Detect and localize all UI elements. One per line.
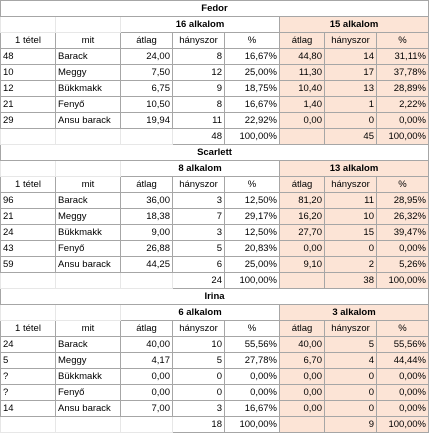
count-cell[interactable]: 14 bbox=[325, 49, 377, 65]
avg-cell[interactable]: 18,38 bbox=[121, 209, 173, 225]
table-row bbox=[1, 241, 429, 257]
empty-cell[interactable] bbox=[1, 273, 56, 289]
header-pct[interactable]: % bbox=[377, 33, 429, 49]
pct-cell[interactable]: 0,00% bbox=[377, 385, 429, 401]
pct-cell[interactable]: 27,78% bbox=[225, 353, 280, 369]
header-item[interactable]: mit bbox=[56, 33, 121, 49]
left-period-title[interactable]: 16 alkalom bbox=[121, 17, 280, 33]
item-cell[interactable]: Barack bbox=[56, 49, 121, 65]
empty-cell[interactable] bbox=[1, 305, 56, 321]
pct-cell[interactable]: 16,67% bbox=[225, 97, 280, 113]
header-id[interactable]: 1 tétel bbox=[1, 33, 56, 49]
empty-cell[interactable] bbox=[121, 129, 173, 145]
pct-cell[interactable]: 28,89% bbox=[377, 81, 429, 97]
item-cell[interactable]: Ansu barack bbox=[56, 113, 121, 129]
id-cell[interactable]: 24 bbox=[1, 225, 56, 241]
count-cell[interactable]: 10 bbox=[325, 209, 377, 225]
count-cell[interactable]: 8 bbox=[173, 49, 225, 65]
table-row bbox=[1, 401, 429, 417]
id-cell[interactable]: 10 bbox=[1, 65, 56, 81]
header-count[interactable]: hányszor bbox=[173, 33, 225, 49]
item-cell[interactable]: Meggy bbox=[56, 209, 121, 225]
item-cell[interactable]: Ansu barack bbox=[56, 401, 121, 417]
avg-cell[interactable]: 4,17 bbox=[121, 353, 173, 369]
total-pct[interactable]: 100,00% bbox=[225, 273, 280, 289]
avg-cell[interactable]: 26,88 bbox=[121, 241, 173, 257]
header-id[interactable]: 1 tétel bbox=[1, 321, 56, 337]
count-cell[interactable]: 0 bbox=[173, 369, 225, 385]
item-cell[interactable]: Meggy bbox=[56, 65, 121, 81]
avg-cell[interactable]: 0,00 bbox=[121, 385, 173, 401]
count-cell[interactable]: 3 bbox=[173, 225, 225, 241]
period-title-row bbox=[1, 161, 429, 177]
avg-cell[interactable]: 36,00 bbox=[121, 193, 173, 209]
count-cell[interactable]: 2 bbox=[325, 257, 377, 273]
empty-cell[interactable] bbox=[56, 305, 121, 321]
pct-cell[interactable]: 25,00% bbox=[225, 257, 280, 273]
avg-cell[interactable]: 10,40 bbox=[280, 81, 325, 97]
count-cell[interactable]: 1 bbox=[325, 97, 377, 113]
header-pct[interactable]: % bbox=[377, 321, 429, 337]
avg-cell[interactable]: 0,00 bbox=[280, 401, 325, 417]
id-cell[interactable]: ? bbox=[1, 369, 56, 385]
right-period-title[interactable]: 13 alkalom bbox=[280, 161, 429, 177]
empty-cell[interactable] bbox=[1, 129, 56, 145]
item-cell[interactable]: Bükkmakk bbox=[56, 225, 121, 241]
avg-cell[interactable]: 0,00 bbox=[280, 113, 325, 129]
pct-cell[interactable]: 28,95% bbox=[377, 193, 429, 209]
total-count[interactable]: 38 bbox=[325, 273, 377, 289]
pct-cell[interactable]: 37,78% bbox=[377, 65, 429, 81]
section-title-row bbox=[1, 145, 429, 161]
right-period-title[interactable]: 3 alkalom bbox=[280, 305, 429, 321]
pct-cell[interactable]: 12,50% bbox=[225, 193, 280, 209]
avg-cell[interactable]: 16,20 bbox=[280, 209, 325, 225]
total-count[interactable]: 48 bbox=[173, 129, 225, 145]
total-count[interactable]: 18 bbox=[173, 417, 225, 433]
total-pct[interactable]: 100,00% bbox=[225, 417, 280, 433]
period-title-row bbox=[1, 17, 429, 33]
id-cell[interactable]: 14 bbox=[1, 401, 56, 417]
count-cell[interactable]: 7 bbox=[173, 209, 225, 225]
header-id[interactable]: 1 tétel bbox=[1, 177, 56, 193]
avg-cell[interactable]: 11,30 bbox=[280, 65, 325, 81]
table-row bbox=[1, 225, 429, 241]
count-cell[interactable]: 0 bbox=[325, 241, 377, 257]
avg-cell[interactable]: 27,70 bbox=[280, 225, 325, 241]
header-count[interactable]: hányszor bbox=[325, 33, 377, 49]
table-row bbox=[1, 257, 429, 273]
item-cell[interactable]: Bükkmakk bbox=[56, 81, 121, 97]
item-cell[interactable]: Barack bbox=[56, 337, 121, 353]
pct-cell[interactable]: 18,75% bbox=[225, 81, 280, 97]
pct-cell[interactable]: 25,00% bbox=[225, 65, 280, 81]
pct-cell[interactable]: 31,11% bbox=[377, 49, 429, 65]
avg-cell[interactable]: 7,50 bbox=[121, 65, 173, 81]
header-pct[interactable]: % bbox=[225, 321, 280, 337]
pct-cell[interactable]: 22,92% bbox=[225, 113, 280, 129]
pct-cell[interactable]: 0,00% bbox=[377, 241, 429, 257]
empty-cell[interactable] bbox=[56, 273, 121, 289]
count-cell[interactable]: 12 bbox=[173, 65, 225, 81]
id-cell[interactable]: 48 bbox=[1, 49, 56, 65]
table-row bbox=[1, 385, 429, 401]
avg-cell[interactable]: 40,00 bbox=[280, 337, 325, 353]
id-cell[interactable]: 21 bbox=[1, 97, 56, 113]
empty-cell[interactable] bbox=[280, 273, 325, 289]
header-avg[interactable]: átlag bbox=[280, 33, 325, 49]
header-avg[interactable]: átlag bbox=[121, 321, 173, 337]
item-cell[interactable]: Fenyő bbox=[56, 241, 121, 257]
empty-cell[interactable] bbox=[1, 417, 56, 433]
pct-cell[interactable]: 44,44% bbox=[377, 353, 429, 369]
count-cell[interactable]: 3 bbox=[173, 193, 225, 209]
pct-cell[interactable]: 0,00% bbox=[225, 369, 280, 385]
pct-cell[interactable]: 39,47% bbox=[377, 225, 429, 241]
total-count[interactable]: 9 bbox=[325, 417, 377, 433]
table-row bbox=[1, 65, 429, 81]
pct-cell[interactable]: 16,67% bbox=[225, 49, 280, 65]
header-item[interactable]: mit bbox=[56, 177, 121, 193]
empty-cell[interactable] bbox=[56, 129, 121, 145]
count-cell[interactable]: 6 bbox=[173, 257, 225, 273]
pct-cell[interactable]: 16,67% bbox=[225, 401, 280, 417]
avg-cell[interactable]: 0,00 bbox=[280, 369, 325, 385]
count-cell[interactable]: 3 bbox=[173, 401, 225, 417]
header-pct[interactable]: % bbox=[377, 177, 429, 193]
empty-cell[interactable] bbox=[1, 17, 56, 33]
item-cell[interactable]: Meggy bbox=[56, 353, 121, 369]
count-cell[interactable]: 8 bbox=[173, 97, 225, 113]
header-avg[interactable]: átlag bbox=[280, 321, 325, 337]
empty-cell[interactable] bbox=[280, 129, 325, 145]
header-avg[interactable]: átlag bbox=[121, 33, 173, 49]
item-cell[interactable]: Bükkmakk bbox=[56, 369, 121, 385]
left-period-title[interactable]: 8 alkalom bbox=[121, 161, 280, 177]
section-title[interactable]: Scarlett bbox=[1, 145, 429, 161]
avg-cell[interactable]: 24,00 bbox=[121, 49, 173, 65]
table-row bbox=[1, 353, 429, 369]
pct-cell[interactable]: 20,83% bbox=[225, 241, 280, 257]
pct-cell[interactable]: 29,17% bbox=[225, 209, 280, 225]
id-cell[interactable]: 96 bbox=[1, 193, 56, 209]
total-count[interactable]: 24 bbox=[173, 273, 225, 289]
pct-cell[interactable]: 5,26% bbox=[377, 257, 429, 273]
avg-cell[interactable]: 6,75 bbox=[121, 81, 173, 97]
total-count[interactable]: 45 bbox=[325, 129, 377, 145]
totals-row bbox=[1, 417, 429, 433]
count-cell[interactable]: 15 bbox=[325, 225, 377, 241]
period-title-row bbox=[1, 305, 429, 321]
left-period-title[interactable]: 6 alkalom bbox=[121, 305, 280, 321]
total-pct[interactable]: 100,00% bbox=[225, 129, 280, 145]
section-title[interactable]: Irina bbox=[1, 289, 429, 305]
header-item[interactable]: mit bbox=[56, 321, 121, 337]
item-cell[interactable]: Barack bbox=[56, 193, 121, 209]
total-pct[interactable]: 100,00% bbox=[377, 417, 429, 433]
avg-cell[interactable]: 0,00 bbox=[121, 369, 173, 385]
table-row bbox=[1, 113, 429, 129]
avg-cell[interactable]: 81,20 bbox=[280, 193, 325, 209]
count-cell[interactable]: 17 bbox=[325, 65, 377, 81]
item-cell[interactable]: Fenyő bbox=[56, 385, 121, 401]
pct-cell[interactable]: 2,22% bbox=[377, 97, 429, 113]
pct-cell[interactable]: 0,00% bbox=[377, 113, 429, 129]
section-title[interactable]: Fedor bbox=[1, 1, 429, 17]
count-cell[interactable]: 5 bbox=[173, 241, 225, 257]
right-period-title[interactable]: 15 alkalom bbox=[280, 17, 429, 33]
avg-cell[interactable]: 40,00 bbox=[121, 337, 173, 353]
table-row bbox=[1, 369, 429, 385]
header-pct[interactable]: % bbox=[225, 33, 280, 49]
count-cell[interactable]: 13 bbox=[325, 81, 377, 97]
pct-cell[interactable]: 0,00% bbox=[377, 401, 429, 417]
avg-cell[interactable]: 7,00 bbox=[121, 401, 173, 417]
item-cell[interactable]: Ansu barack bbox=[56, 257, 121, 273]
pct-cell[interactable]: 0,00% bbox=[377, 369, 429, 385]
count-cell[interactable]: 9 bbox=[173, 81, 225, 97]
pct-cell[interactable]: 0,00% bbox=[225, 385, 280, 401]
count-cell[interactable]: 0 bbox=[325, 369, 377, 385]
avg-cell[interactable]: 44,25 bbox=[121, 257, 173, 273]
count-cell[interactable]: 0 bbox=[325, 113, 377, 129]
column-header-row bbox=[1, 33, 429, 49]
avg-cell[interactable]: 1,40 bbox=[280, 97, 325, 113]
totals-row bbox=[1, 273, 429, 289]
count-cell[interactable]: 11 bbox=[325, 193, 377, 209]
avg-cell[interactable]: 44,80 bbox=[280, 49, 325, 65]
pct-cell[interactable]: 55,56% bbox=[225, 337, 280, 353]
id-cell[interactable]: 29 bbox=[1, 113, 56, 129]
total-pct[interactable]: 100,00% bbox=[377, 273, 429, 289]
id-cell[interactable]: 12 bbox=[1, 81, 56, 97]
empty-cell[interactable] bbox=[56, 161, 121, 177]
totals-row bbox=[1, 129, 429, 145]
table-row bbox=[1, 81, 429, 97]
avg-cell[interactable]: 9,00 bbox=[121, 225, 173, 241]
total-pct[interactable]: 100,00% bbox=[377, 129, 429, 145]
pct-cell[interactable]: 26,32% bbox=[377, 209, 429, 225]
count-cell[interactable]: 5 bbox=[173, 353, 225, 369]
section-title-row bbox=[1, 1, 429, 17]
header-avg[interactable]: átlag bbox=[121, 177, 173, 193]
header-count[interactable]: hányszor bbox=[325, 321, 377, 337]
empty-cell[interactable] bbox=[121, 273, 173, 289]
count-cell[interactable]: 10 bbox=[173, 337, 225, 353]
count-cell[interactable]: 5 bbox=[325, 337, 377, 353]
column-header-row bbox=[1, 177, 429, 193]
count-cell[interactable]: 4 bbox=[325, 353, 377, 369]
avg-cell[interactable]: 19,94 bbox=[121, 113, 173, 129]
count-cell[interactable]: 0 bbox=[325, 385, 377, 401]
pct-cell[interactable]: 55,56% bbox=[377, 337, 429, 353]
table-row bbox=[1, 97, 429, 113]
empty-cell[interactable] bbox=[280, 417, 325, 433]
id-cell[interactable]: 24 bbox=[1, 337, 56, 353]
count-cell[interactable]: 0 bbox=[173, 385, 225, 401]
header-avg[interactable]: átlag bbox=[280, 177, 325, 193]
header-count[interactable]: hányszor bbox=[173, 321, 225, 337]
id-cell[interactable]: ? bbox=[1, 385, 56, 401]
header-count[interactable]: hányszor bbox=[173, 177, 225, 193]
table-row bbox=[1, 209, 429, 225]
id-cell[interactable]: 21 bbox=[1, 209, 56, 225]
header-pct[interactable]: % bbox=[225, 177, 280, 193]
empty-cell[interactable] bbox=[1, 161, 56, 177]
avg-cell[interactable]: 6,70 bbox=[280, 353, 325, 369]
table-row bbox=[1, 49, 429, 65]
avg-cell[interactable]: 9,10 bbox=[280, 257, 325, 273]
pct-cell[interactable]: 12,50% bbox=[225, 225, 280, 241]
avg-cell[interactable]: 10,50 bbox=[121, 97, 173, 113]
item-cell[interactable]: Fenyő bbox=[56, 97, 121, 113]
id-cell[interactable]: 5 bbox=[1, 353, 56, 369]
id-cell[interactable]: 43 bbox=[1, 241, 56, 257]
section-title-row bbox=[1, 289, 429, 305]
column-header-row bbox=[1, 321, 429, 337]
empty-cell[interactable] bbox=[121, 417, 173, 433]
header-count[interactable]: hányszor bbox=[325, 177, 377, 193]
id-cell[interactable]: 59 bbox=[1, 257, 56, 273]
table-row bbox=[1, 337, 429, 353]
empty-cell[interactable] bbox=[56, 417, 121, 433]
table-row bbox=[1, 193, 429, 209]
empty-cell[interactable] bbox=[56, 17, 121, 33]
avg-cell[interactable]: 0,00 bbox=[280, 385, 325, 401]
avg-cell[interactable]: 0,00 bbox=[280, 241, 325, 257]
count-cell[interactable]: 11 bbox=[173, 113, 225, 129]
count-cell[interactable]: 0 bbox=[325, 401, 377, 417]
